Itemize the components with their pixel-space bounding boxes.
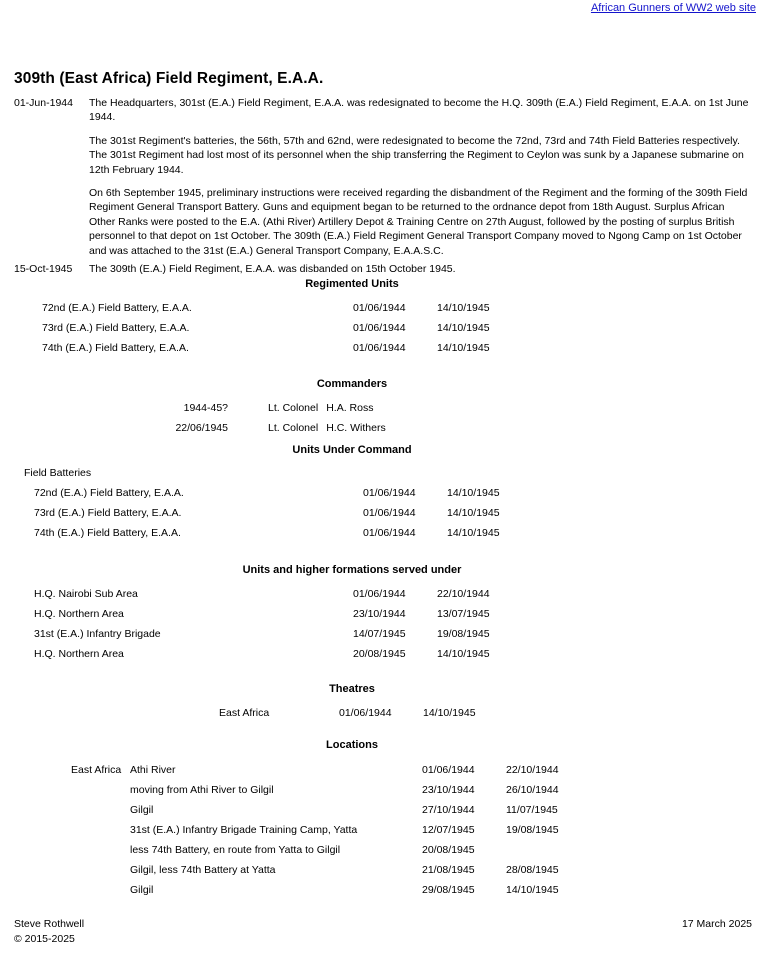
top-link-row bbox=[591, 2, 756, 14]
theatre-to-date: 14/10/1945 bbox=[423, 707, 476, 719]
table-row bbox=[24, 507, 531, 527]
location-name: Gilgil bbox=[130, 884, 154, 896]
formation-name: H.Q. Northern Area bbox=[34, 608, 124, 620]
table-row bbox=[71, 824, 590, 844]
formation-from-date: 01/06/1944 bbox=[353, 588, 406, 600]
unit-group-label: Field Batteries bbox=[24, 467, 92, 479]
location-to-date: 26/10/1944 bbox=[506, 784, 559, 796]
table-row bbox=[42, 322, 521, 342]
footer-date: 17 March 2025 bbox=[681, 918, 752, 930]
section-heading: Units Under Command bbox=[292, 444, 412, 456]
section-regimented-units bbox=[0, 278, 766, 362]
table-row bbox=[71, 784, 590, 804]
formation-name: H.Q. Northern Area bbox=[34, 648, 124, 660]
table-row-group-label bbox=[24, 467, 531, 487]
formation-from-date: 14/07/1945 bbox=[353, 628, 406, 640]
footer-author: Steve Rothwell bbox=[14, 918, 85, 930]
formation-to-date: 14/10/1945 bbox=[437, 648, 490, 660]
table-row bbox=[71, 844, 590, 864]
regimented-units-table bbox=[42, 302, 521, 362]
units-under-command-table bbox=[24, 467, 531, 547]
footer-copyright: © 2015-2025 bbox=[14, 933, 75, 945]
table-row bbox=[24, 487, 531, 507]
commander-name: H.C. Withers bbox=[326, 422, 386, 434]
commander-date: 1944-45? bbox=[183, 402, 228, 414]
section-theatres bbox=[0, 683, 766, 727]
section-heading: Locations bbox=[326, 739, 378, 751]
locations-table bbox=[71, 764, 590, 904]
served-under-table bbox=[34, 588, 521, 668]
location-to-date bbox=[506, 844, 590, 864]
formation-from-date: 20/08/1945 bbox=[353, 648, 406, 660]
unit-from-date: 01/06/1944 bbox=[363, 487, 416, 499]
table-row bbox=[108, 402, 386, 422]
commander-rank: Lt. Colonel bbox=[268, 422, 319, 434]
table-row bbox=[34, 588, 521, 608]
timeline-entry bbox=[14, 262, 752, 276]
location-to-date: 22/10/1944 bbox=[506, 764, 559, 776]
unit-name: 73rd (E.A.) Field Battery, E.A.A. bbox=[42, 322, 190, 334]
table-row bbox=[71, 804, 590, 824]
table-row bbox=[42, 342, 521, 362]
location-name: Gilgil bbox=[130, 804, 154, 816]
unit-to-date: 14/10/1945 bbox=[437, 342, 490, 354]
location-to-date: 11/07/1945 bbox=[506, 804, 558, 816]
location-to-date: 19/08/1945 bbox=[506, 824, 559, 836]
location-from-date: 23/10/1944 bbox=[422, 784, 475, 796]
section-served-under bbox=[0, 564, 766, 668]
formation-to-date: 22/10/1944 bbox=[437, 588, 490, 600]
unit-to-date: 14/10/1945 bbox=[437, 322, 490, 334]
location-name: 31st (E.A.) Infantry Brigade Training Camp, Yatta bbox=[130, 824, 358, 836]
timeline bbox=[14, 96, 752, 280]
unit-from-date: 01/06/1944 bbox=[353, 342, 406, 354]
section-heading: Regimented Units bbox=[305, 278, 399, 290]
timeline-entry-date: 01-Jun-1944 bbox=[14, 97, 73, 109]
location-from-date: 29/08/1945 bbox=[422, 884, 475, 896]
location-theatre: East Africa bbox=[71, 764, 122, 776]
location-from-date: 01/06/1944 bbox=[422, 764, 475, 776]
timeline-entry bbox=[14, 96, 752, 258]
timeline-paragraph: The 301st Regiment's batteries, the 56th, 57th and 62nd, were redesignated to become the 72nd, 73rd and 74th Field Batteries respectively. The 301st Regiment had lost most of its personnel when the ship transferring the Regiment to Ceylon was sunk by a Japanese submarine on 12th February 1944. bbox=[89, 134, 744, 176]
formation-from-date: 23/10/1944 bbox=[353, 608, 406, 620]
location-to-date: 28/08/1945 bbox=[506, 864, 559, 876]
unit-from-date: 01/06/1944 bbox=[363, 507, 416, 519]
location-from-date: 27/10/1944 bbox=[422, 804, 475, 816]
location-name: Gilgil, less 74th Battery at Yatta bbox=[130, 864, 276, 876]
table-row bbox=[42, 302, 521, 322]
unit-from-date: 01/06/1944 bbox=[363, 527, 416, 539]
formation-to-date: 19/08/1945 bbox=[437, 628, 490, 640]
location-from-date: 20/08/1945 bbox=[422, 844, 475, 856]
timeline-paragraph: On 6th September 1945, preliminary instructions were received regarding the disbandment of the Regiment and the forming of the 309th Field Regiment General Transport Battery. Guns and equipment began to be returned to the ordnance depot from 18th August. Surplus African Other Ranks were posted to the E.A. (Athi River) Artillery Depot & Training Centre on 27th August, followed by the posting of surplus British personnel to that depot on 1st October. The 309th (E.A.) Field Regiment General Transport Company moved to Ngong Camp on 1st October and was attached to the 31st (E.A.) General Transport Company, E.A.A.S.C. bbox=[89, 187, 748, 257]
section-heading: Units and higher formations served under bbox=[242, 564, 462, 576]
footer-row-author bbox=[14, 917, 752, 932]
table-row bbox=[34, 648, 521, 668]
location-name: less 74th Battery, en route from Yatta to Gilgil bbox=[130, 844, 341, 856]
footer bbox=[14, 917, 752, 947]
table-row bbox=[71, 864, 590, 884]
table-row bbox=[34, 608, 521, 628]
section-commanders bbox=[0, 378, 766, 442]
timeline-paragraph: The Headquarters, 301st (E.A.) Field Regiment, E.A.A. was redesignated to become the H.Q. 309th (E.A.) Field Regiment, E.A.A. on 1st June 1944. bbox=[89, 97, 749, 124]
footer-row-copyright bbox=[14, 932, 752, 947]
location-name: moving from Athi River to Gilgil bbox=[130, 784, 274, 796]
unit-name: 74th (E.A.) Field Battery, E.A.A. bbox=[42, 342, 189, 354]
unit-name: 72nd (E.A.) Field Battery, E.A.A. bbox=[34, 487, 184, 499]
timeline-entry-date: 15-Oct-1945 bbox=[14, 263, 73, 276]
page-title: 309th (East Africa) Field Regiment, E.A.A. bbox=[14, 70, 324, 88]
table-row bbox=[34, 628, 521, 648]
unit-to-date: 14/10/1945 bbox=[447, 507, 500, 519]
commanders-table bbox=[108, 402, 386, 442]
formation-name: H.Q. Nairobi Sub Area bbox=[34, 588, 138, 600]
unit-name: 73rd (E.A.) Field Battery, E.A.A. bbox=[34, 507, 182, 519]
section-heading: Theatres bbox=[329, 683, 375, 695]
table-row bbox=[71, 764, 590, 784]
formation-to-date: 13/07/1945 bbox=[437, 608, 490, 620]
theatre-name: East Africa bbox=[219, 707, 270, 719]
table-row bbox=[219, 707, 507, 727]
unit-to-date: 14/10/1945 bbox=[437, 302, 490, 314]
section-locations bbox=[0, 739, 766, 904]
commander-name: H.A. Ross bbox=[326, 402, 374, 414]
unit-from-date: 01/06/1944 bbox=[353, 302, 406, 314]
location-from-date: 21/08/1945 bbox=[422, 864, 475, 876]
african-gunners-web-site-link[interactable]: African Gunners of WW2 web site bbox=[590, 2, 756, 14]
unit-to-date: 14/10/1945 bbox=[447, 487, 500, 499]
location-from-date: 12/07/1945 bbox=[422, 824, 475, 836]
formation-name: 31st (E.A.) Infantry Brigade bbox=[34, 628, 161, 640]
unit-name: 74th (E.A.) Field Battery, E.A.A. bbox=[34, 527, 181, 539]
timeline-entry-body bbox=[89, 96, 752, 258]
commander-rank: Lt. Colonel bbox=[268, 402, 319, 414]
theatres-table bbox=[219, 707, 507, 727]
location-name: Athi River bbox=[130, 764, 176, 776]
unit-from-date: 01/06/1944 bbox=[353, 322, 406, 334]
commander-date: 22/06/1945 bbox=[175, 422, 228, 434]
section-heading: Commanders bbox=[316, 378, 388, 390]
table-row bbox=[24, 527, 531, 547]
table-row bbox=[71, 884, 590, 904]
location-to-date: 14/10/1945 bbox=[506, 884, 559, 896]
section-units-under-command bbox=[0, 444, 766, 547]
timeline-entry-body bbox=[89, 262, 752, 276]
unit-to-date: 14/10/1945 bbox=[447, 527, 500, 539]
unit-name: 72nd (E.A.) Field Battery, E.A.A. bbox=[42, 302, 192, 314]
table-row bbox=[108, 422, 386, 442]
timeline-paragraph: The 309th (E.A.) Field Regiment, E.A.A. was disbanded on 15th October 1945. bbox=[89, 263, 456, 276]
theatre-from-date: 01/06/1944 bbox=[339, 707, 392, 719]
